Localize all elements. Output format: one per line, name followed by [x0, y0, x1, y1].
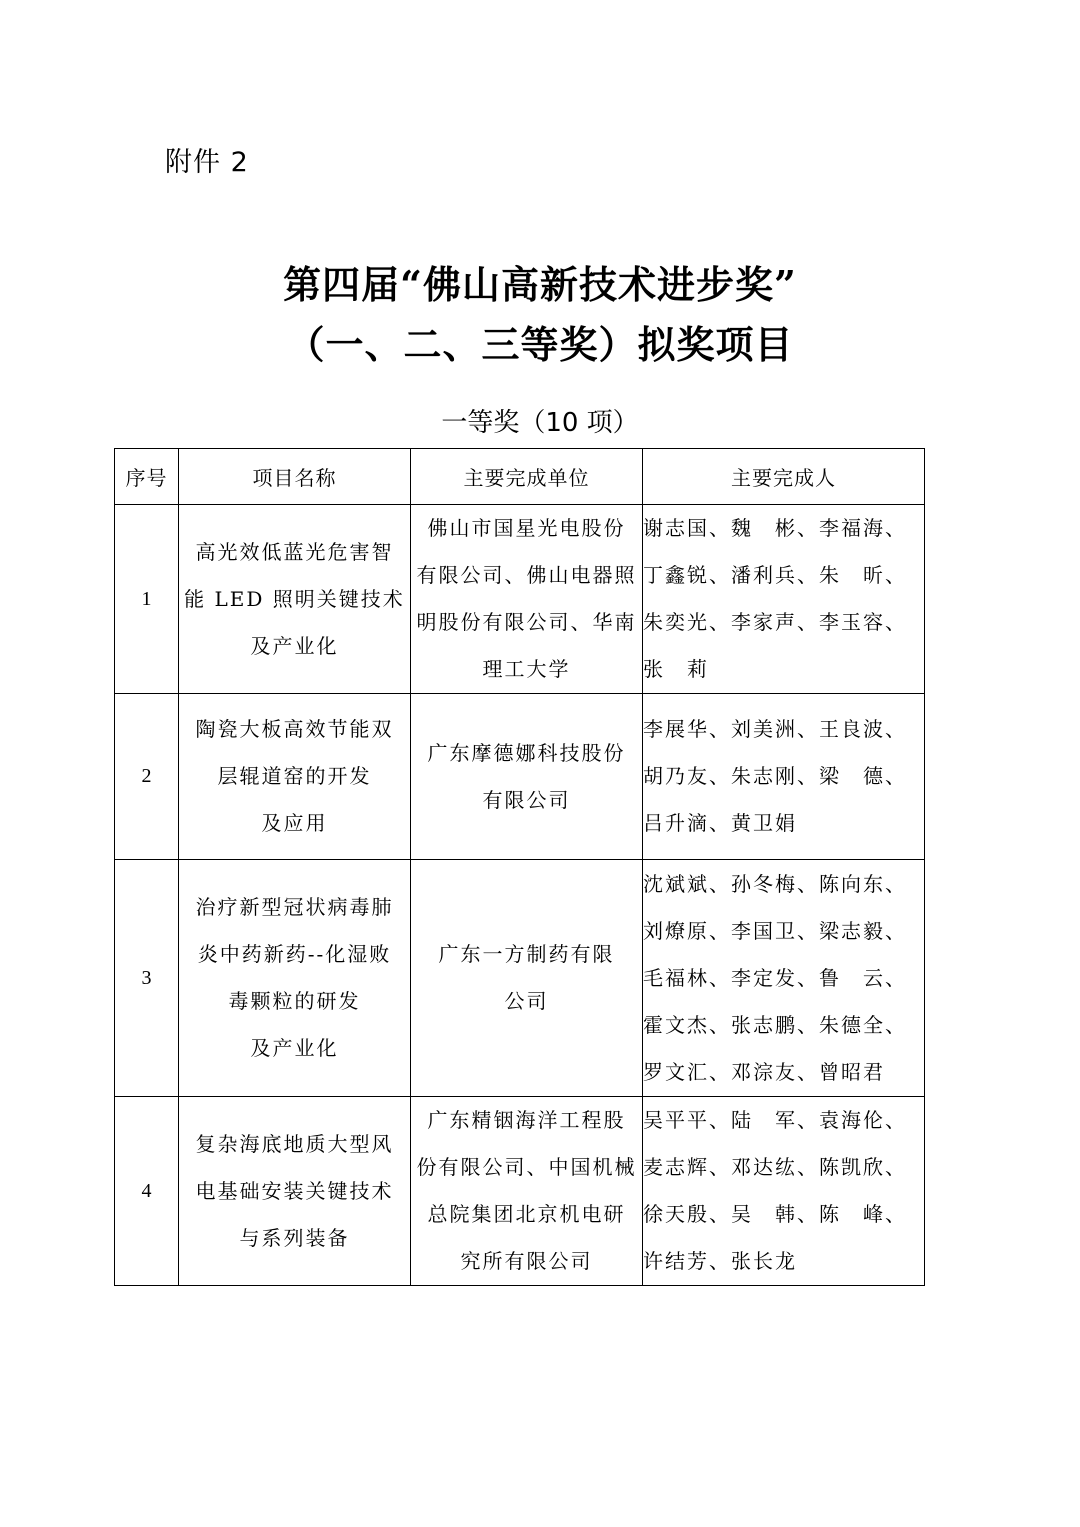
project-name-line: 复杂海底地质大型风	[195, 1131, 394, 1156]
main-unit-line: 有限公司	[482, 787, 571, 812]
project-name-line: 及产业化	[250, 1036, 339, 1060]
main-people-line: 徐天殷、吴 韩、陈 峰、	[643, 1202, 907, 1226]
project-name-line: 治疗新型冠状病毒肺	[195, 895, 394, 919]
row-project-name	[179, 1097, 411, 1286]
main-unit-line: 究所有限公司	[460, 1249, 593, 1273]
main-unit-line: 理工大学	[482, 657, 571, 681]
section-heading-first-prize: 一等奖（10 项）	[441, 408, 639, 438]
table-row	[115, 1097, 925, 1286]
row-main-unit	[411, 1097, 643, 1286]
project-name-line: 与系列装备	[239, 1225, 350, 1250]
project-name-line: 及产业化	[250, 633, 339, 658]
row-main-people	[643, 694, 925, 860]
header-main-unit: 主要完成单位	[411, 449, 643, 505]
main-people-line: 毛福林、李定发、鲁 云、	[643, 965, 907, 990]
project-name-line: 陶瓷大板高效节能双	[195, 717, 394, 741]
row-serial-number: 3	[115, 860, 179, 1097]
row-main-people	[643, 505, 925, 694]
row-project-name	[179, 860, 411, 1097]
project-name-line: 毒颗粒的研发	[228, 989, 361, 1013]
awards-table	[114, 448, 925, 1286]
main-unit-line: 有限公司、佛山电器照	[416, 563, 637, 587]
main-people-line: 张 莉	[643, 657, 709, 681]
main-people-line: 霍文杰、张志鹏、朱德全、	[643, 1012, 907, 1037]
row-project-name	[179, 694, 411, 860]
main-people-line: 麦志辉、邓达纮、陈凯欣、	[643, 1155, 907, 1179]
main-unit-line: 佛山市国星光电股份	[427, 516, 626, 540]
main-people-line: 朱奕光、李家声、李玉容、	[643, 610, 907, 634]
main-people-line: 谢志国、魏 彬、李福海、	[643, 516, 907, 540]
main-people-line: 许结芳、张长龙	[643, 1249, 797, 1273]
attachment-label: 附件 2	[165, 147, 249, 178]
main-people-line: 胡乃友、朱志刚、梁 德、	[643, 764, 907, 788]
table-row	[115, 860, 925, 1097]
document-title-line-2: （一、二、三等奖）拟奖项目	[286, 322, 794, 367]
main-people-line: 丁鑫锐、潘利兵、朱 昕、	[643, 563, 907, 587]
project-name-line: 高光效低蓝光危害智	[195, 539, 394, 564]
header-project-name: 项目名称	[179, 449, 411, 505]
main-people-line: 吴平平、陆 军、袁海伦、	[643, 1108, 907, 1132]
header-serial-number: 序号	[115, 449, 179, 505]
row-serial-number: 1	[115, 505, 179, 694]
project-name-line: 能 LED 照明关键技术	[184, 586, 405, 611]
row-serial-number: 4	[115, 1097, 179, 1286]
header-main-people: 主要完成人	[643, 449, 925, 505]
row-main-unit	[411, 860, 643, 1097]
main-unit-line: 广东一方制药有限	[438, 942, 615, 966]
table-row	[115, 505, 925, 694]
row-serial-number: 2	[115, 694, 179, 860]
table-row	[115, 694, 925, 860]
main-unit-line: 份有限公司、中国机械	[416, 1155, 637, 1179]
main-unit-line: 明股份有限公司、华南	[416, 610, 637, 634]
main-people-line: 吕升滴、黄卫娟	[643, 811, 797, 835]
main-unit-line: 总院集团北京机电研	[427, 1202, 626, 1226]
main-unit-line: 广东精铟海洋工程股	[427, 1108, 626, 1132]
project-name-line: 电基础安装关键技术	[195, 1178, 394, 1203]
row-main-unit	[411, 505, 643, 694]
main-unit-line: 广东摩德娜科技股份	[427, 740, 626, 765]
main-people-line: 刘燎原、李国卫、梁志毅、	[643, 918, 907, 943]
main-unit-line: 公司	[504, 989, 549, 1013]
document-title-line-1: 第四届“佛山高新技术进步奖”	[283, 262, 797, 307]
row-main-people	[643, 860, 925, 1097]
project-name-line: 层辊道窑的开发	[217, 764, 372, 788]
project-name-line: 及应用	[261, 811, 328, 835]
main-people-line: 李展华、刘美洲、王良波、	[643, 717, 907, 741]
main-people-line: 沈斌斌、孙冬梅、陈向东、	[643, 871, 907, 896]
table-header-row	[115, 449, 925, 505]
main-people-line: 罗文汇、邓淙友、曾昭君	[643, 1059, 885, 1084]
row-main-people	[643, 1097, 925, 1286]
row-project-name	[179, 505, 411, 694]
project-name-line: 炎中药新药--化湿败	[197, 942, 392, 966]
row-main-unit	[411, 694, 643, 860]
